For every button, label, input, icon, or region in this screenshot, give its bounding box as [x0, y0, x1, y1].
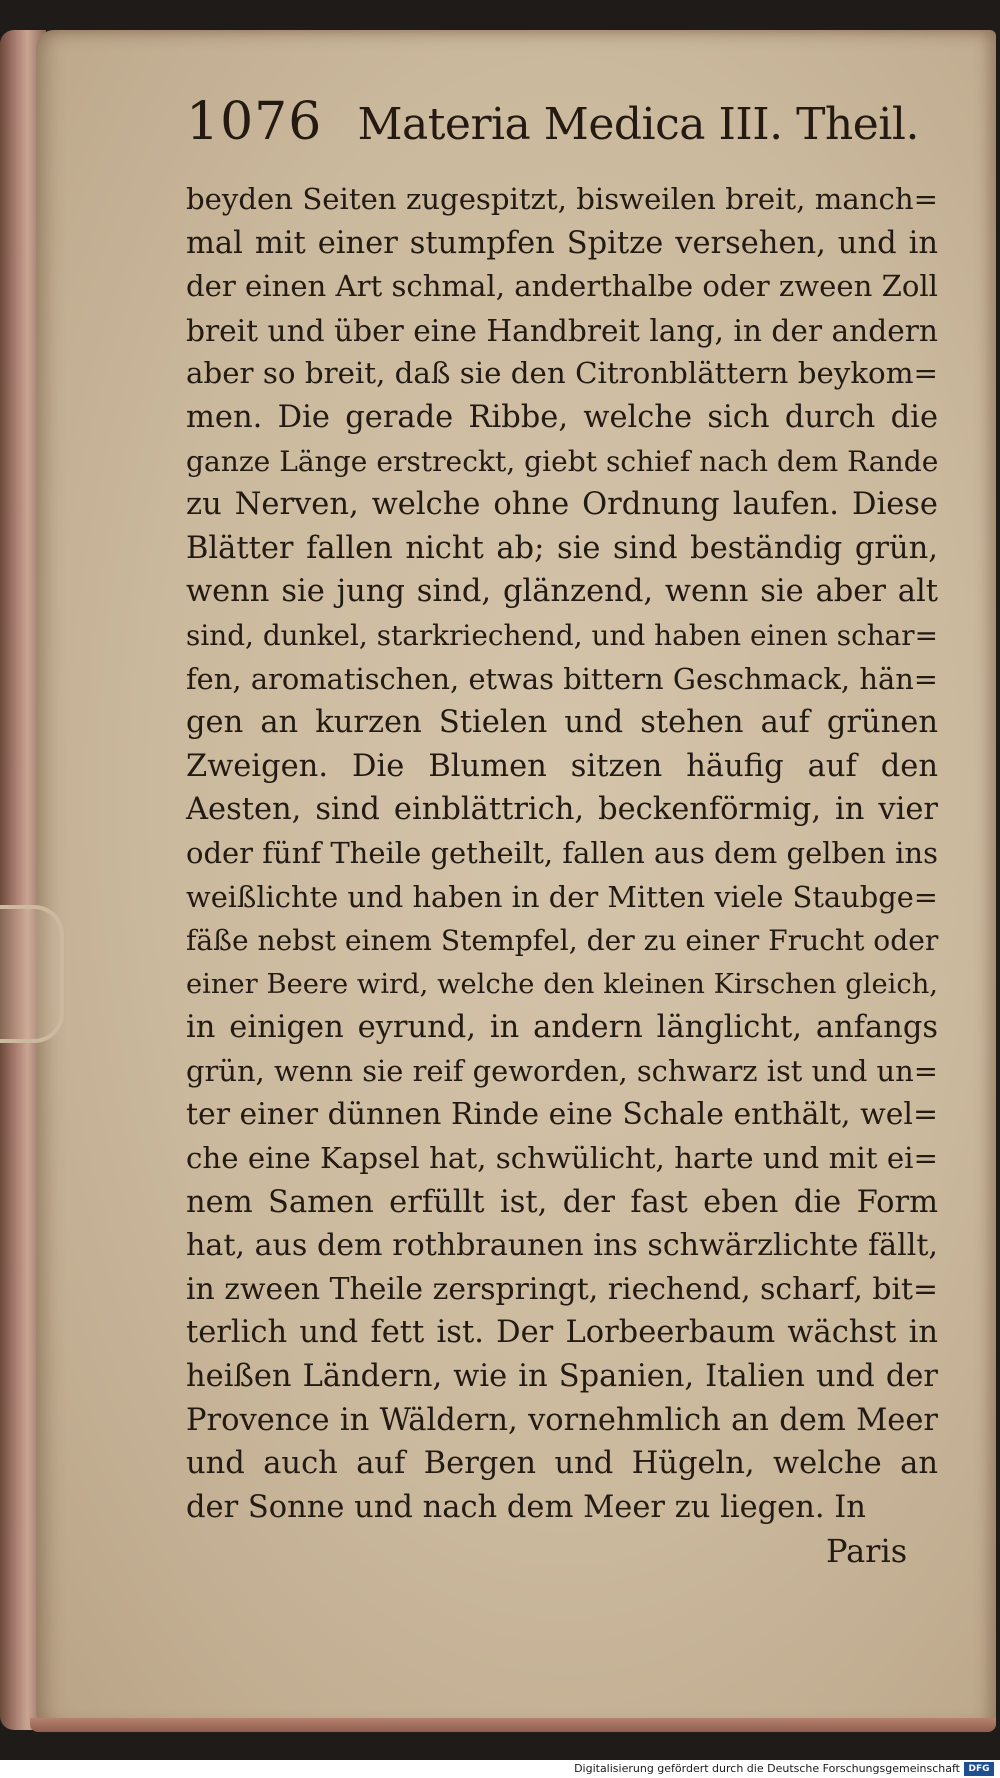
- text-line: in zween Theile zerspringt, riechend, scharf, bit=: [186, 1271, 938, 1307]
- text-line: grün, wenn sie reif geworden, schwarz ist und un=: [186, 1053, 938, 1088]
- text-line: men. Die gerade Ribbe, welche sich durch die: [186, 399, 938, 435]
- text-line: oder fünf Theile getheilt, fallen aus dem gelben ins: [186, 835, 938, 870]
- text-line: fäße nebst einem Stempfel, der zu einer Frucht oder: [186, 924, 939, 958]
- text-line: mal mit einer stumpfen Spitze versehen, und in: [186, 225, 938, 261]
- body-text: [186, 178, 938, 1529]
- text-line: heißen Ländern, wie in Spanien, Italien und der: [186, 1359, 938, 1395]
- text-line: che eine Kapsel hat, schwülicht, harte und mit ei=: [186, 1141, 938, 1176]
- page-header: [186, 92, 919, 152]
- book-clasp: [0, 905, 64, 1043]
- footer-credit: Digitalisierung gefördert durch die Deutsche Forschungsgemeinschaft: [574, 1762, 960, 1775]
- text-line: sind, dunkel, starkriechend, und haben einen schar=: [186, 618, 938, 652]
- text-line: nem Samen erfüllt ist, der fast eben die Form: [186, 1184, 938, 1220]
- text-line: beyden Seiten zugespitzt, bisweilen breit, manch=: [186, 182, 938, 216]
- text-line: gen an kurzen Stielen und stehen auf grünen: [186, 705, 938, 741]
- text-line: Blätter fallen nicht ab; sie sind beständig grün,: [186, 530, 938, 566]
- text-line: aber so breit, daß sie den Citronblättern beykom=: [186, 356, 938, 391]
- text-line: hat, aus dem rothbraunen ins schwärzlichte fällt,: [186, 1228, 938, 1264]
- text-line: einer Beere wird, welche den kleinen Kirschen gleich,: [186, 968, 938, 1000]
- text-line: wenn sie jung sind, glänzend, wenn sie aber alt: [186, 574, 938, 610]
- text-line: weißlichte und haben in der Mitten viele Staubge=: [186, 879, 938, 914]
- book-bottom-edge: [30, 1718, 996, 1732]
- text-line: terlich und fett ist. Der Lorbeerbaum wächst in: [186, 1315, 938, 1351]
- text-line: ter einer dünnen Rinde eine Schale enthält, wel=: [186, 1097, 938, 1133]
- text-line: in einigen eyrund, in andern länglicht, anfangs: [186, 1010, 938, 1046]
- text-line: breit und über eine Handbreit lang, in der andern: [186, 312, 938, 348]
- text-line: der Sonne und nach dem Meer zu liegen. In: [186, 1489, 866, 1525]
- text-line: und auch auf Bergen und Hügeln, welche an: [186, 1446, 938, 1482]
- text-line: der einen Art schmal, anderthalbe oder zween Zoll: [186, 269, 938, 304]
- text-line: ganze Länge erstreckt, giebt schief nach dem Rande: [186, 444, 939, 478]
- text-line: Provence in Wäldern, vornehmlich an dem Meer: [186, 1402, 938, 1438]
- text-line: Aesten, sind einblättrich, beckenförmig, in vier: [186, 792, 938, 828]
- text-line: Zweigen. Die Blumen sitzen häufig auf den: [186, 748, 938, 784]
- page-number: 1076: [186, 92, 323, 152]
- catchword: Paris: [826, 1532, 908, 1570]
- text-line: zu Nerven, welche ohne Ordnung laufen. Diese: [186, 487, 938, 523]
- dfg-logo-icon: DFG: [964, 1762, 994, 1776]
- text-line: fen, aromatischen, etwas bittern Geschmack, hän=: [186, 661, 938, 696]
- running-title: Materia Medica III. Theil.: [357, 99, 919, 150]
